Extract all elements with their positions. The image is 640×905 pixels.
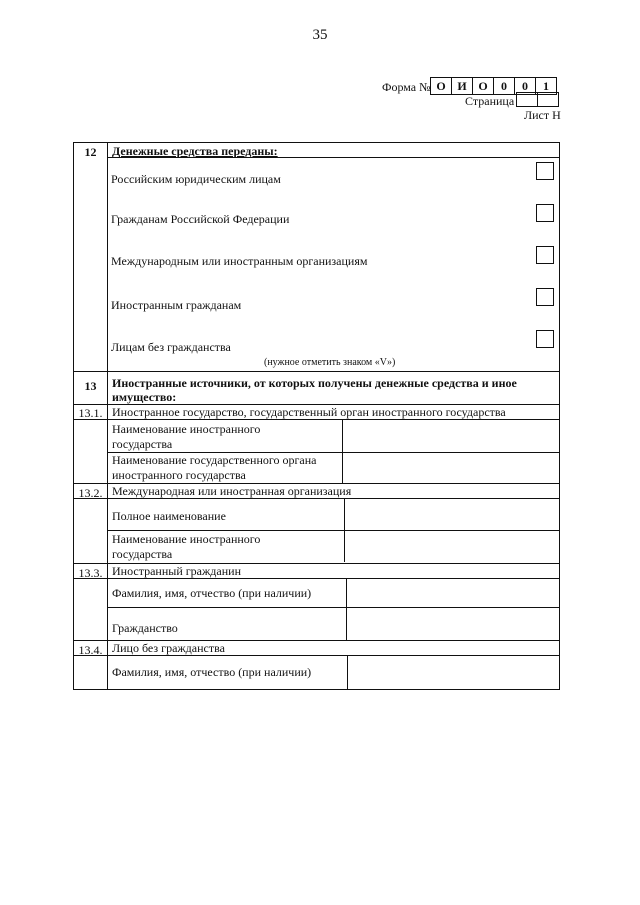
field-foreign-state-name-label-1: Наименование иностранного	[112, 422, 261, 436]
subsection-13-4-title: Лицо без гражданства	[112, 641, 225, 655]
field-org-state-label-2: государства	[112, 547, 173, 561]
option-foreign-citizens: Иностранным гражданам	[111, 298, 242, 312]
page-label: Страница	[465, 94, 515, 108]
option-russian-citizens: Гражданам Российской Федерации	[111, 212, 290, 226]
section-divider	[74, 371, 559, 372]
checkbox-russian-legal-entities[interactable]	[536, 162, 554, 180]
field-divider	[342, 419, 343, 483]
field-state-body-name-label-1: Наименование государственного органа	[112, 453, 317, 467]
field-divider	[347, 655, 348, 689]
subsection-13-1-title: Иностранное государство, государственный орган иностранного государства	[112, 405, 506, 419]
page-number-box[interactable]	[516, 92, 538, 107]
checkbox-international-organizations[interactable]	[536, 246, 554, 264]
form-code-cell: 0	[514, 77, 536, 95]
field-organization-state-input[interactable]	[346, 531, 558, 562]
section-13-title-line2: имущество:	[112, 390, 177, 404]
page-number-boxes	[517, 92, 559, 107]
section-12-title-underline	[107, 157, 559, 158]
section-12-title: Денежные средства переданы:	[112, 144, 278, 158]
field-full-name-label: Полное наименование	[112, 509, 226, 523]
checkbox-stateless-persons[interactable]	[536, 330, 554, 348]
form-table	[73, 142, 560, 690]
form-number-label: Форма №	[382, 80, 431, 94]
option-stateless-persons: Лицам без гражданства	[111, 340, 231, 354]
sheet-label: Лист Н	[524, 108, 561, 122]
page-number-box[interactable]	[537, 92, 559, 107]
field-stateless-fullname-label: Фамилия, имя, отчество (при наличии)	[112, 665, 312, 679]
subsection-13-3-number: 13.3.	[78, 566, 103, 580]
field-state-body-name-input[interactable]	[344, 453, 558, 482]
checkbox-russian-citizens[interactable]	[536, 204, 554, 222]
subsection-13-4-number: 13.4.	[78, 643, 103, 657]
form-code-cell: О	[430, 77, 452, 95]
field-org-state-label-1: Наименование иностранного	[112, 532, 261, 546]
subsection-13-1-number: 13.1.	[78, 406, 103, 420]
field-citizen-fullname-label: Фамилия, имя, отчество (при наличии)	[112, 586, 312, 600]
section-12-number: 12	[84, 145, 97, 159]
field-citizen-fullname-input[interactable]	[348, 579, 558, 606]
field-stateless-fullname-input[interactable]	[349, 656, 558, 688]
field-foreign-state-name-label-2: государства	[112, 437, 173, 451]
checkbox-foreign-citizens[interactable]	[536, 288, 554, 306]
subsection-13-2-number: 13.2.	[78, 486, 103, 500]
section-13-title-line1: Иностранные источники, от которых получены денежные средства и иное	[112, 376, 517, 390]
subsection-13-2-title: Международная или иностранная организация	[112, 484, 352, 498]
section-13-number: 13	[84, 379, 97, 393]
form-code-cell: 1	[535, 77, 557, 95]
field-citizenship-input[interactable]	[348, 608, 558, 639]
form-code-cell: И	[451, 77, 473, 95]
option-international-organizations: Международным или иностранным организациям	[111, 254, 368, 268]
field-foreign-state-name-input[interactable]	[344, 420, 558, 450]
subsection-13-3-title: Иностранный гражданин	[112, 564, 241, 578]
option-russian-legal-entities: Российским юридическим лицам	[111, 172, 281, 186]
field-state-body-name-label-2: иностранного государства	[112, 468, 246, 482]
field-organization-full-name-input[interactable]	[346, 499, 558, 529]
field-divider	[346, 578, 347, 640]
form-code-cell: О	[472, 77, 494, 95]
checkmark-note: (нужное отметить знаком «V»)	[264, 357, 396, 368]
page-number: 35	[312, 27, 328, 43]
form-code-cell: 0	[493, 77, 515, 95]
field-citizenship-label: Гражданство	[112, 621, 178, 635]
